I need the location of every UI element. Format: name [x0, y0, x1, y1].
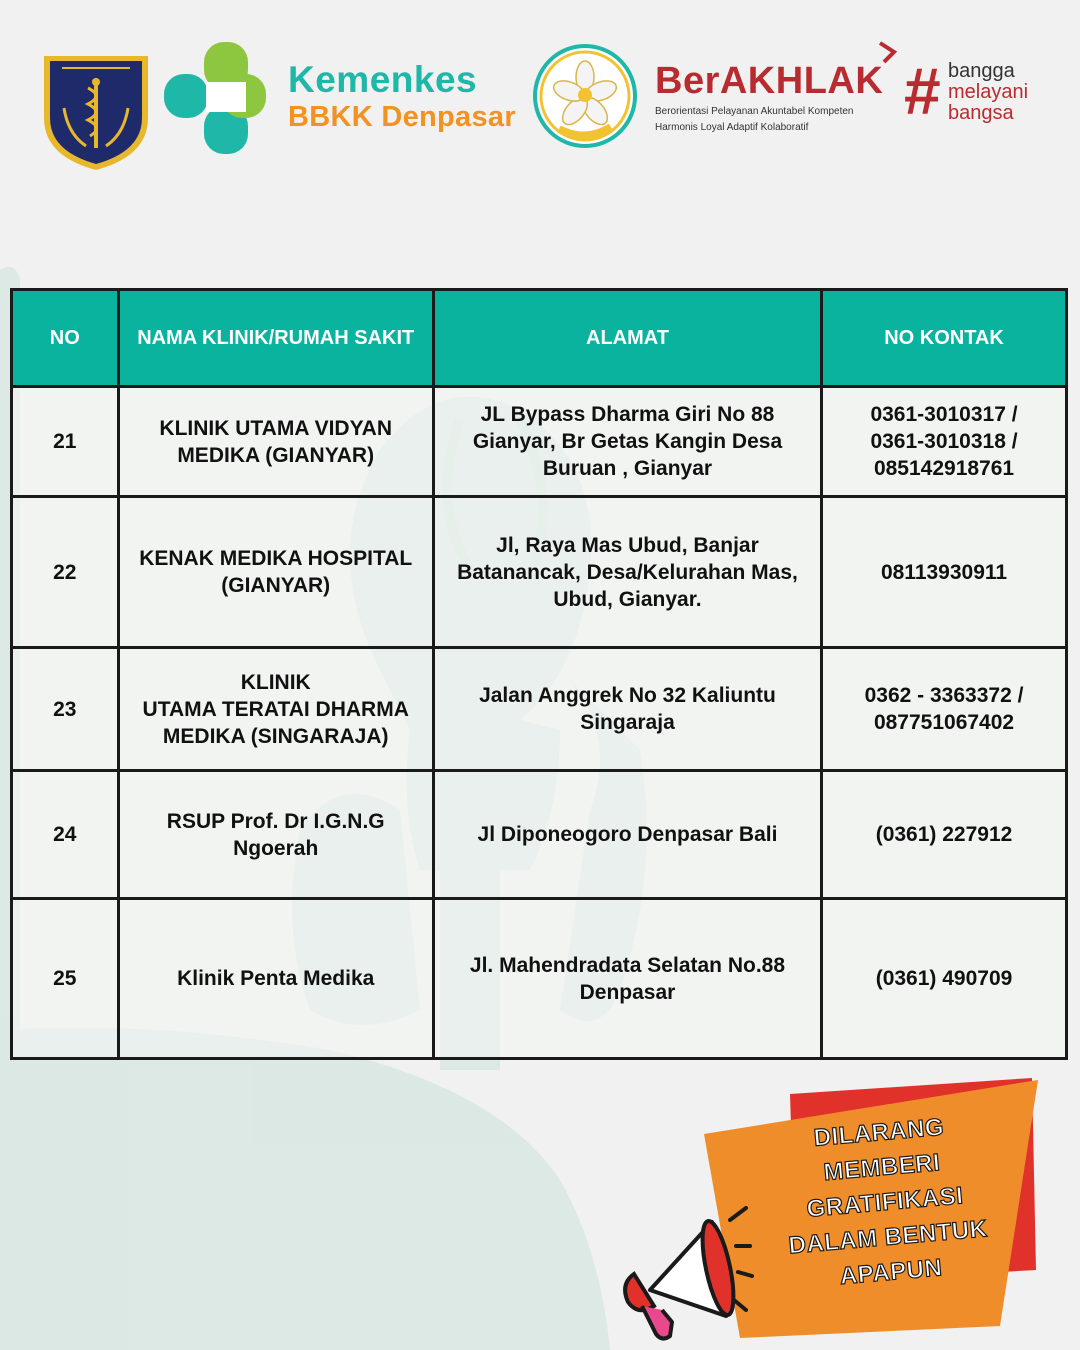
row-name: KLINIK UTAMA TERATAI DHARMA MEDIKA (SINGARAJA) — [118, 648, 433, 771]
row-no: 23 — [12, 648, 119, 771]
header-name: NAMA KLINIK/RUMAH SAKIT — [118, 290, 433, 387]
row-contact: 0361-3010317 / 0361-3010318 / 085142918761 — [822, 387, 1067, 497]
banner-line: DILARANG — [812, 1113, 946, 1152]
header-address: ALAMAT — [433, 290, 821, 387]
berakhlak-subtitle-2: Harmonis Loyal Adaptif Kolaboratif — [655, 122, 809, 133]
row-no: 25 — [12, 899, 119, 1059]
berakhlak-block — [655, 60, 895, 134]
berakhlak-title: BerAKHLAK — [655, 60, 884, 102]
header — [0, 0, 1080, 200]
row-address: Jl. Mahendradata Selatan No.88 Denpasar — [433, 899, 821, 1059]
row-address: Jalan Anggrek No 32 Kaliuntu Singaraja — [433, 648, 821, 771]
berakhlak-chevron-icon — [876, 40, 898, 64]
row-contact: 0362 - 3363372 / 087751067402 — [822, 648, 1067, 771]
word-melayani: melayani — [948, 81, 1029, 103]
table-row — [12, 648, 1067, 771]
row-contact: (0361) 227912 — [822, 771, 1067, 899]
row-address: JL Bypass Dharma Giri No 88 Gianyar, Br Getas Kangin Desa Buruan , Gianyar — [433, 387, 821, 497]
clinic-table — [10, 288, 1068, 1060]
table-row — [12, 771, 1067, 899]
bangga-melayani-bangsa-logo — [904, 54, 1064, 128]
header-contact: NO KONTAK — [822, 290, 1067, 387]
row-no: 24 — [12, 771, 119, 899]
gratification-warning-text — [753, 1104, 1017, 1300]
table-row — [12, 387, 1067, 497]
row-no: 22 — [12, 497, 119, 648]
table-row — [12, 497, 1067, 648]
word-bangga: bangga — [948, 60, 1015, 82]
kemenkes-title: Kemenkes — [288, 59, 478, 100]
word-bangsa: bangsa — [948, 102, 1014, 124]
bangga-words — [948, 61, 1028, 124]
table-header-row — [12, 290, 1067, 387]
bbkk-denpasar-title: BBKK Denpasar — [288, 101, 516, 133]
row-name: KLINIK UTAMA VIDYAN MEDIKA (GIANYAR) — [118, 387, 433, 497]
kemenkes-logo-icon — [160, 40, 268, 156]
row-name: Klinik Penta Medika — [118, 899, 433, 1059]
table-row — [12, 899, 1067, 1059]
banner-line: MEMBERI — [822, 1149, 942, 1187]
row-address: Jl, Raya Mas Ubud, Banjar Batanancak, Desa/Kelurahan Mas, Ubud, Gianyar. — [433, 497, 821, 648]
hashtag-icon: # — [904, 54, 941, 128]
karantina-kesehatan-emblem-icon — [38, 48, 154, 174]
row-contact: (0361) 490709 — [822, 899, 1067, 1059]
row-no: 21 — [12, 387, 119, 497]
header-no: NO — [12, 290, 119, 387]
row-address: Jl Diponeogoro Denpasar Bali — [433, 771, 821, 899]
berakhlak-subtitle-1: Berorientasi Pelayanan Akuntabel Kompeten — [655, 106, 854, 117]
row-contact: 08113930911 — [822, 497, 1067, 648]
banner-line: DALAM BENTUK — [787, 1215, 989, 1260]
row-name: RSUP Prof. Dr I.G.N.G Ngoerah — [118, 771, 433, 899]
banner-line: GRATIFIKASI — [805, 1182, 965, 1223]
row-name: KENAK MEDIKA HOSPITAL (GIANYAR) — [118, 497, 433, 648]
jepun-bali-logo-icon — [531, 43, 639, 149]
kemenkes-wordmark — [288, 60, 516, 134]
banner-line: APAPUN — [838, 1254, 944, 1291]
